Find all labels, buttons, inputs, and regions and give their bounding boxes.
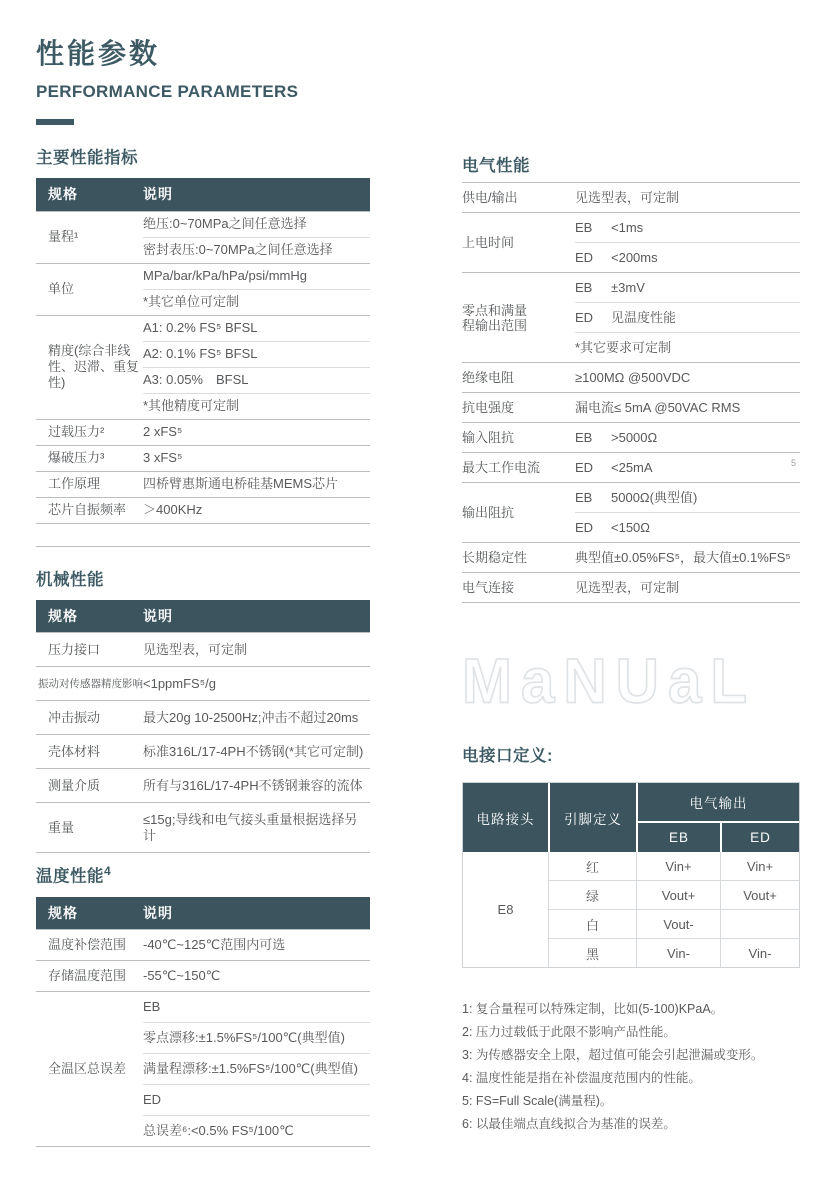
table-row <box>36 735 370 769</box>
spec-value: ±3mV <box>611 273 800 303</box>
table-row <box>36 667 370 701</box>
variant-tag: EB <box>575 273 611 303</box>
column-header-ed: ED <box>720 821 799 852</box>
spec-value: <200ms <box>611 243 800 273</box>
temperature-footnote-ref: 4 <box>104 864 112 878</box>
column-header-spec: 规格 <box>36 897 143 930</box>
table-header-row <box>36 600 370 633</box>
spec-label: 测量介质 <box>36 769 143 803</box>
pin-ed-value <box>720 909 799 938</box>
mechanical-performance-table <box>36 600 370 854</box>
table-row <box>36 803 370 853</box>
spec-value: *其它要求可定制 <box>575 333 800 363</box>
spec-label: 上电时间 <box>462 213 575 273</box>
spec-value: 见选型表，可定制 <box>575 573 800 603</box>
spec-value: -40℃~125℃范围内可选 <box>143 930 370 961</box>
spec-label: 绝缘电阻 <box>462 363 575 393</box>
spec-value: 见温度性能 <box>611 303 800 333</box>
table-row <box>462 423 800 453</box>
spec-value: 零点漂移:±1.5%FS⁵/100℃(典型值) <box>143 1023 370 1054</box>
section-heading-main: 主要性能指标 <box>36 149 138 167</box>
spec-label: 长期稳定性 <box>462 543 575 573</box>
connector-pinout-table <box>462 782 800 968</box>
page-title: 性能参数 <box>36 38 161 69</box>
spec-label: 供电/输出 <box>462 183 575 213</box>
left-column <box>36 0 370 1147</box>
table-row <box>36 263 370 289</box>
spec-label: 芯片自振频率 <box>36 497 143 523</box>
spec-label: 全温区总误差 <box>36 992 143 1147</box>
table-row <box>463 852 799 880</box>
column-header-connector: 电路接头 <box>463 783 548 852</box>
spec-label: 输入阻抗 <box>462 423 575 453</box>
table-row <box>36 211 370 237</box>
spec-label: 冲击振动 <box>36 701 143 735</box>
pin-ed-value: Vin- <box>720 938 799 967</box>
table-row <box>462 543 800 573</box>
column-header-pin: 引脚定义 <box>548 783 636 852</box>
pin-color: 绿 <box>548 880 636 909</box>
table-row <box>36 701 370 735</box>
spec-value: -55℃~150℃ <box>143 961 370 992</box>
section-heading-electrical: 电气性能 <box>462 157 530 175</box>
spec-value: ＞400KHz <box>143 497 370 523</box>
spec-value: 密封表压:0~70MPa之间任意选择 <box>143 237 370 263</box>
variant-tag: EB <box>575 483 611 513</box>
spec-value: ≤15g;导线和电气接头重量根据选择另计 <box>143 803 370 853</box>
spec-value: MPa/bar/kPa/hPa/psi/mmHg <box>143 263 370 289</box>
table-row <box>462 393 800 423</box>
footnote: 5: FS=Full Scale(满量程)。 <box>462 1094 613 1108</box>
spec-label: 零点和满量程输出范围 <box>462 273 575 363</box>
pin-eb-value: Vin- <box>636 938 720 967</box>
spec-label: 工作原理 <box>36 471 143 497</box>
pin-color: 红 <box>548 852 636 880</box>
column-header-output: 电气输出 <box>636 783 799 821</box>
pin-eb-value: Vout+ <box>636 880 720 909</box>
table-row <box>36 471 370 497</box>
variant-tag: ED <box>575 453 611 483</box>
spec-label: 输出阻抗 <box>462 483 575 543</box>
spec-label: 单位 <box>36 263 143 315</box>
table-row <box>36 992 370 1023</box>
spec-label: 压力接口 <box>36 633 143 667</box>
spec-value: 绝压:0~70MPa之间任意选择 <box>143 211 370 237</box>
spec-label: 温度补偿范围 <box>36 930 143 961</box>
column-header-spec: 规格 <box>36 178 143 211</box>
table-row <box>36 315 370 341</box>
pin-ed-value: Vout+ <box>720 880 799 909</box>
spec-value: 5000Ω(典型值) <box>611 483 800 513</box>
temperature-performance-table <box>36 897 370 1148</box>
variant-tag: ED <box>575 513 611 543</box>
table-row <box>36 497 370 523</box>
table-row <box>36 419 370 445</box>
column-header-desc: 说明 <box>143 600 370 633</box>
spec-label: 抗电强度 <box>462 393 575 423</box>
pin-eb-value: Vin+ <box>636 852 720 880</box>
spec-label: 重量 <box>36 803 143 853</box>
title-divider <box>36 119 74 125</box>
table-row <box>462 573 800 603</box>
spec-value: 2 xFS⁵ <box>143 419 370 445</box>
table-header-row <box>36 897 370 930</box>
table-row <box>462 183 800 213</box>
spec-value: EB <box>143 992 370 1023</box>
table-row <box>462 483 800 513</box>
spec-value: 见选型表，可定制 <box>575 183 800 213</box>
page-subtitle: PERFORMANCE PARAMETERS <box>36 82 299 101</box>
connector-id: E8 <box>497 902 514 917</box>
section-heading-connector: 电接口定义: <box>462 747 553 765</box>
spec-value: >5000Ω <box>611 423 800 453</box>
spec-label: 爆破压力³ <box>36 445 143 471</box>
spec-value: A3: 0.05% BFSL <box>143 367 370 393</box>
spec-value: 见选型表，可定制 <box>143 633 370 667</box>
footnote: 3: 为传感器安全上限，超过值可能会引起泄漏或变形。 <box>462 1048 764 1062</box>
table-row <box>36 769 370 803</box>
table-row <box>462 453 800 483</box>
spec-value: 总误差⁶:<0.5% FS⁵/100℃ <box>143 1116 370 1147</box>
electrical-performance-table <box>462 182 800 603</box>
variant-tag: EB <box>575 423 611 453</box>
right-column <box>462 0 800 1136</box>
table-row <box>36 445 370 471</box>
spec-value: 满量程漂移:±1.5%FS⁵/100℃(典型值) <box>143 1054 370 1085</box>
spec-value: *其它单位可定制 <box>143 289 370 315</box>
variant-tag: EB <box>575 213 611 243</box>
table-header-row <box>36 178 370 211</box>
table-header-row <box>463 783 799 821</box>
table-row <box>36 633 370 667</box>
pin-color: 黑 <box>548 938 636 967</box>
footnote-ref: 5 <box>790 458 796 468</box>
main-performance-table <box>36 178 370 547</box>
table-row <box>36 961 370 992</box>
column-header-desc: 说明 <box>143 897 370 930</box>
table-row-empty <box>36 523 370 546</box>
spec-label: 过载压力² <box>36 419 143 445</box>
spec-value: 标准316L/17-4PH不锈钢(*其它可定制) <box>143 735 370 769</box>
footnote: 2: 压力过载低于此限不影响产品性能。 <box>462 1025 676 1039</box>
spec-label: 壳体材料 <box>36 735 143 769</box>
spec-label: 精度(综合非线性、迟滞、重复性) <box>36 315 143 419</box>
pin-eb-value: Vout- <box>636 909 720 938</box>
pin-ed-value: Vin+ <box>720 852 799 880</box>
spec-value: <150Ω <box>611 513 800 543</box>
spec-label: 存储温度范围 <box>36 961 143 992</box>
spec-value: *其他精度可定制 <box>143 393 370 419</box>
spec-value: ≥100MΩ @500VDC <box>575 363 800 393</box>
section-heading-temperature: 温度性能$^4$ <box>36 864 112 886</box>
footnote: 6: 以最佳端点直线拟合为基准的误差。 <box>462 1117 676 1131</box>
spec-value: <1ppmFS⁵/g <box>143 667 370 701</box>
column-header-spec: 规格 <box>36 600 143 633</box>
spec-value: A1: 0.2% FS⁵ BFSL <box>143 315 370 341</box>
spec-label: 电气连接 <box>462 573 575 603</box>
spec-value: 四桥臂惠斯通电桥硅基MEMS芯片 <box>143 471 370 497</box>
spec-value: 所有与316L/17-4PH不锈钢兼容的流体 <box>143 769 370 803</box>
column-header-desc: 说明 <box>143 178 370 211</box>
footnotes <box>462 998 800 1136</box>
spec-value: ED <box>143 1085 370 1116</box>
table-row <box>36 930 370 961</box>
section-heading-mechanical: 机械性能 <box>36 570 104 589</box>
spec-label: 振动对传感器精度影响 <box>36 667 143 701</box>
spec-value: A2: 0.1% FS⁵ BFSL <box>143 341 370 367</box>
spec-label: 量程¹ <box>36 211 143 263</box>
spec-value: 3 xFS⁵ <box>143 445 370 471</box>
variant-tag: ED <box>575 303 611 333</box>
manual-watermark: MaNUaL <box>462 645 757 717</box>
pin-color: 白 <box>548 909 636 938</box>
spec-value: <1ms <box>611 213 800 243</box>
column-header-eb: EB <box>636 821 720 852</box>
table-row <box>462 363 800 393</box>
spec-value: 漏电流≤ 5mA @50VAC RMS <box>575 393 800 423</box>
spec-value: 典型值±0.05%FS⁵，最大值±0.1%FS⁵ <box>575 543 800 573</box>
table-row <box>462 273 800 303</box>
spec-value: 最大20g 10-2500Hz;冲击不超过20ms <box>143 701 370 735</box>
variant-tag: ED <box>575 243 611 273</box>
footnote: 1: 复合量程可以特殊定制，比如(5-100)KPaA。 <box>462 1002 724 1016</box>
footnote: 4: 温度性能是指在补偿温度范围内的性能。 <box>462 1071 701 1085</box>
spec-value: 5 <25mA <box>611 453 800 483</box>
table-row <box>462 213 800 243</box>
spec-label: 最大工作电流 <box>462 453 575 483</box>
